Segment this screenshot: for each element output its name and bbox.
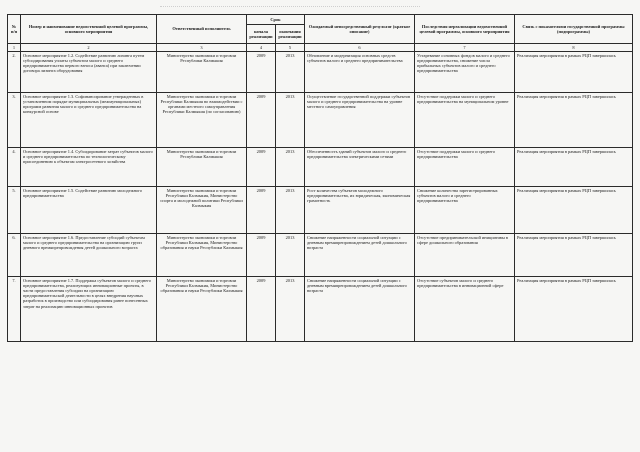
row-number: 7. (8, 277, 21, 342)
program-link: Реализация мероприятия в рамках РЦП завершилась (515, 277, 633, 342)
end-year: 2013 (276, 52, 305, 93)
column-number: 3 (157, 44, 247, 52)
end-year: 2013 (276, 93, 305, 148)
program-link: Реализация мероприятия в рамках РЦП завершилась (515, 148, 633, 187)
header-num: № п/п (8, 15, 21, 44)
executor: Министерство экономики и торговли Республики Калмыкия, Министерство образования и науки Республики Калмыкия (157, 277, 247, 342)
activity-name: Основное мероприятие 1.3. Софинансирование утвержденных в установленном порядке муниципальных (межмуниципальных) программ развития малого и среднего предпринимательства на конкурсной основе (21, 93, 157, 148)
executor: Министерство экономики и торговли Республики Калмыкия, Министерство спорта и молодежной политики Республики Калмыкия (157, 187, 247, 234)
header-executor: Ответственный исполнитель (157, 15, 247, 44)
column-number: 6 (305, 44, 415, 52)
expected-result: Снижение напряженности социальной ситуации с дневным времяпрепровождением детей дошкольного возраста (305, 234, 415, 277)
program-link: Реализация мероприятия в рамках РЦП завершилась (515, 234, 633, 277)
header-link: Связь с показателями государственной программы (подпрограммы) (515, 15, 633, 44)
program-activities-table (7, 14, 633, 342)
table-row (8, 187, 633, 234)
header-row-top (8, 15, 633, 25)
activity-name: Основное мероприятие 1.4. Субсидирование затрат субъектов малого и среднего предпринимательства по технологическому присоединению к объектам электросетевого хозяйства (21, 148, 157, 187)
row-number: 4. (8, 148, 21, 187)
program-link: Реализация мероприятия в рамках РЦП завершилась (515, 52, 633, 93)
program-link: Реализация мероприятия в рамках РЦП завершилась (515, 187, 633, 234)
end-year: 2013 (276, 277, 305, 342)
header-end: окончания реализации (276, 25, 305, 44)
row-number: 2. (8, 52, 21, 93)
consequence: Снижение количества зарегистрированных субъектов малого и среднего предпринимательства (415, 187, 515, 234)
expected-result: Рост количества субъектов молодежного предпринимательства, их юридическая, экономическая грамотность (305, 187, 415, 234)
program-link: Реализация мероприятия в рамках РЦП завершилась (515, 93, 633, 148)
activity-name: Основное мероприятие 1.7. Поддержка субъектов малого и среднего предпринимательства, реализующих инновационные проекты, в части предоставления субсидии на организацию предпринимательской деятельности в целях внедрения научных разработок в производство или субсидирования ранее понесенных затрат на реализацию инновационных проектов (21, 277, 157, 342)
row-number: 6. (8, 234, 21, 277)
activity-name: Основное мероприятие 1.6. Предоставление субсидий субъектам малого и среднего предпринимательства на организацию групп дневного времяпрепровождения детей дошкольного возраста (21, 234, 157, 277)
column-number: 7 (415, 44, 515, 52)
column-number: 5 (276, 44, 305, 52)
consequence: Отсутствие поддержки малого и среднего предпринимательства на муниципальном уровне (415, 93, 515, 148)
header-consequence: Последствия нереализации ведомственной целевой программы, основного мероприятия (415, 15, 515, 44)
start-year: 2009 (247, 93, 276, 148)
consequence: Отсутствие субъектов малого и среднего предпринимательства в инновационной сфере (415, 277, 515, 342)
start-year: 2009 (247, 148, 276, 187)
activity-name: Основное мероприятие 1.2. Содействие развитию лизинга путем субсидирования уплаты субъектом малого и среднего предпринимательства первого взноса (аванса) при заключении договора лизинга оборудования (21, 52, 157, 93)
header-name: Номер и наименование ведомственной целевой программы, основного мероприятия (21, 15, 157, 44)
column-number-row (8, 44, 633, 52)
end-year: 2013 (276, 148, 305, 187)
end-year: 2013 (276, 187, 305, 234)
consequence: Отсутствие поддержки малого и среднего предпринимательства (415, 148, 515, 187)
column-number: 1 (8, 44, 21, 52)
start-year: 2009 (247, 234, 276, 277)
row-number: 3. (8, 93, 21, 148)
end-year: 2013 (276, 234, 305, 277)
column-number: 8 (515, 44, 633, 52)
header-term: Срок (247, 15, 305, 25)
header-start: начала реализации (247, 25, 276, 44)
start-year: 2009 (247, 187, 276, 234)
expected-result: Обновление и модернизация основных средств субъектов малого и среднего предпринимательства (305, 52, 415, 93)
executor: Министерство экономики и торговли Республики Калмыкия во взаимодействии с органами местного самоуправления Республики Калмыкия (по согласованию) (157, 93, 247, 148)
consequence: Отсутствие предпринимательской инициативы в сфере дошкольного образования (415, 234, 515, 277)
consequence: Устаревание основных фондов малого и среднего предпринимательства, снижение числа прибыльных субъектов малого и среднего предпринимательства (415, 52, 515, 93)
executor: Министерство экономики и торговли Республики Калмыкия (157, 148, 247, 187)
table-row (8, 93, 633, 148)
row-number: 5. (8, 187, 21, 234)
table-row (8, 148, 633, 187)
table-row (8, 234, 633, 277)
executor: Министерство экономики и торговли Республики Калмыкия (157, 52, 247, 93)
table-row (8, 277, 633, 342)
executor: Министерство экономики и торговли Республики Калмыкия, Министерство образования и науки Республики Калмыкия (157, 234, 247, 277)
start-year: 2009 (247, 277, 276, 342)
column-number: 2 (21, 44, 157, 52)
start-year: 2009 (247, 52, 276, 93)
table-row (8, 52, 633, 93)
header-result: Ожидаемый непосредственный результат (краткое описание) (305, 15, 415, 44)
activity-name: Основное мероприятие 1.5. Содействие развитию молодежного предпринимательства (21, 187, 157, 234)
expected-result: Осуществление государственной поддержки субъектов малого и среднего предпринимательства на уровне местного самоуправления (305, 93, 415, 148)
scan-artifact-line (160, 6, 420, 8)
column-number: 4 (247, 44, 276, 52)
expected-result: Снижение напряженности социальной ситуации с дневным времяпрепровождением детей дошкольного возраста (305, 277, 415, 342)
expected-result: Обеспеченность зданий субъектов малого и среднего предпринимательства электрическими сетями (305, 148, 415, 187)
